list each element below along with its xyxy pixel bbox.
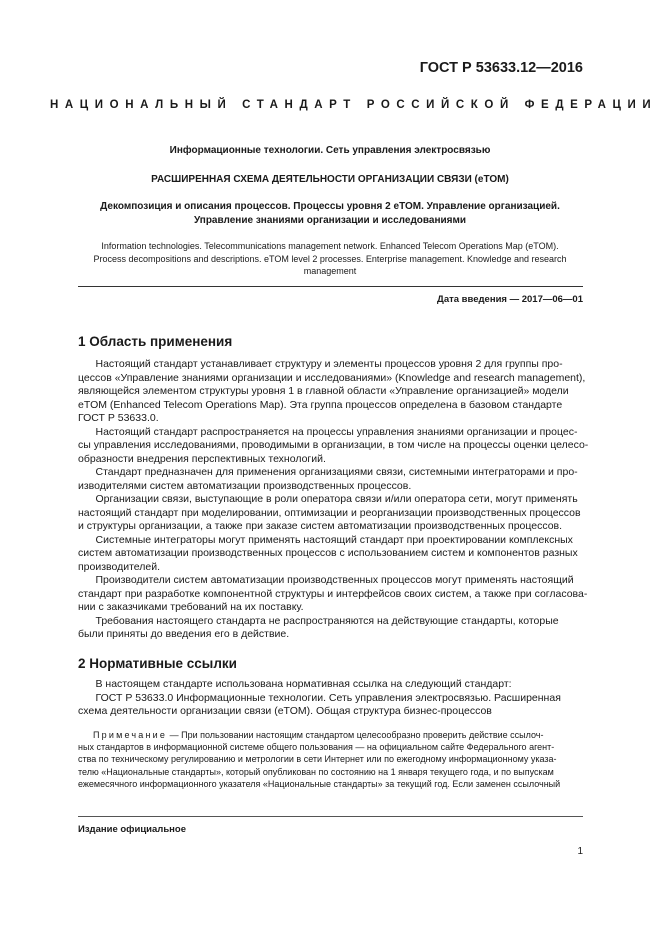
note-line-text: — При пользовании настоящим стандартом целесообразно проверить действие ссылоч- <box>167 730 544 740</box>
section-1-line: Производители систем автоматизации производственных процессов могут применять настоящий <box>78 574 574 586</box>
gost-number: ГОСТ Р 53633.12—2016 <box>419 60 583 76</box>
edition-label: Издание официальное <box>78 824 186 835</box>
note-line: ства по техническому регулированию и метрологии в сети Интернет или по ежегодному информационному указа- <box>78 754 557 765</box>
section-1-line: систем автоматизации производственных процессов с использованием систем и компонентов разных <box>78 547 578 559</box>
normative-note <box>78 729 583 790</box>
section-1-line: стандарт при разработке компонентной структуры и интерфейсов своих систем, а также при согласова- <box>78 587 588 600</box>
page-number: 1 <box>577 846 583 857</box>
title-part-line-2: Управление знаниями организации и исследованиями <box>193 215 467 226</box>
note-label: Примечание <box>93 730 168 740</box>
national-standard-banner: НАЦИОНАЛЬНЫЙ СТАНДАРТ РОССИЙСКОЙ ФЕДЕРАЦИИ <box>50 99 658 111</box>
section-2-heading: 2 Нормативные ссылки <box>78 656 237 671</box>
section-2-line: В настоящем стандарте использована нормативная ссылка на следующий стандарт: <box>78 678 512 690</box>
section-1-line: ГОСТ Р 53633.0. <box>78 412 159 424</box>
section-1-body <box>78 358 589 642</box>
title-subtitle: Информационные технологии. Сеть управления электросвязью <box>169 145 491 156</box>
section-1-line: eTOM (Enhanced Telecom Operations Map). Эта группа процессов определена в базовом стандарте <box>78 398 563 411</box>
section-1-line: цессов «Управление знаниями организации и исследованиями» (Knowledge and research management), <box>78 371 586 384</box>
section-1-line: Настоящий стандарт распространяется на процессы управления знаниями организации и процес- <box>78 425 578 438</box>
note-lines <box>78 729 583 790</box>
section-1-line: Требования настоящего стандарта не распространяются на действующие стандарты, которые <box>78 614 559 627</box>
section-2-body <box>78 678 583 719</box>
title-main: РАСШИРЕННАЯ СХЕМА ДЕЯТЕЛЬНОСТИ ОРГАНИЗАЦИИ СВЯЗИ (eTOM) <box>151 174 509 185</box>
section-1-line: и структуры организации, а также при заказе систем автоматизации производственных процессов. <box>78 520 563 532</box>
section-1-line: производителей. <box>78 560 161 573</box>
section-2-line: схема деятельности организации связи (eTOM). Общая структура бизнес-процессов <box>78 705 492 717</box>
divider-top <box>78 286 583 287</box>
section-1-line: Стандарт предназначен для применения организациями связи, системными интеграторами и про- <box>78 466 578 478</box>
section-1-line: изводителями систем автоматизации производственных процессов. <box>78 479 412 492</box>
divider-bottom <box>78 816 583 817</box>
section-1-line: являющейся элементом структуры уровня 1 в главной области «Управление организацией» модели <box>78 385 569 397</box>
section-1-line: Системные интеграторы могут применять настоящий стандарт при проектировании комплексных <box>78 533 573 546</box>
section-1-line: Организации связи, выступающие в роли оператора связи и/или оператора сети, могут применять <box>78 493 578 505</box>
note-line <box>78 729 583 741</box>
title-english-line-1: Information technologies. Telecommunications management network. Enhanced Telecom Operations Map (eTOM). <box>101 241 559 251</box>
title-english-line-3: management <box>303 266 357 277</box>
section-1-line: Настоящий стандарт устанавливает структуру и элементы процессов уровня 2 для группы про- <box>78 358 563 370</box>
section-1-line: нии с заказчиками требований на их поставку. <box>78 601 304 613</box>
section-1-line: были приняты до введения его в действие. <box>78 628 290 640</box>
section-1-line: сы управления исследованиями, проводимыми в организации, в том числе на процессы оценки целесо- <box>78 439 589 451</box>
note-line: ежемесячного информационного указателя «Национальные стандарты» за текущий год. Если заменен ссылочный <box>78 778 561 789</box>
title-english-line-2: Process decompositions and descriptions. eTOM level 2 processes. Enterprise management. Knowledge and research <box>93 253 567 264</box>
intro-date: Дата введения — 2017—06—01 <box>437 294 583 305</box>
note-line: телю «Национальные стандарты», который опубликован по состоянию на 1 января текущего года, и по выпускам <box>78 766 554 777</box>
note-line: ных стандартов в информационной системе общего пользования — на официальном сайте Федерального агент- <box>78 742 555 753</box>
title-english <box>40 240 620 278</box>
title-part <box>40 200 620 228</box>
section-1-line: настоящий стандарт при моделировании, оптимизации и реорганизации производственных процессов <box>78 506 581 519</box>
section-2-line: ГОСТ Р 53633.0 Информационные технологии. Сеть управления электросвязью. Расширенная <box>78 691 561 704</box>
section-1-heading: 1 Область применения <box>78 334 233 349</box>
section-1-line: образности внедрения перспективных технологий. <box>78 452 326 465</box>
title-part-line-1: Декомпозиция и описания процессов. Процессы уровня 2 eTOM. Управление организацией. <box>100 201 560 212</box>
